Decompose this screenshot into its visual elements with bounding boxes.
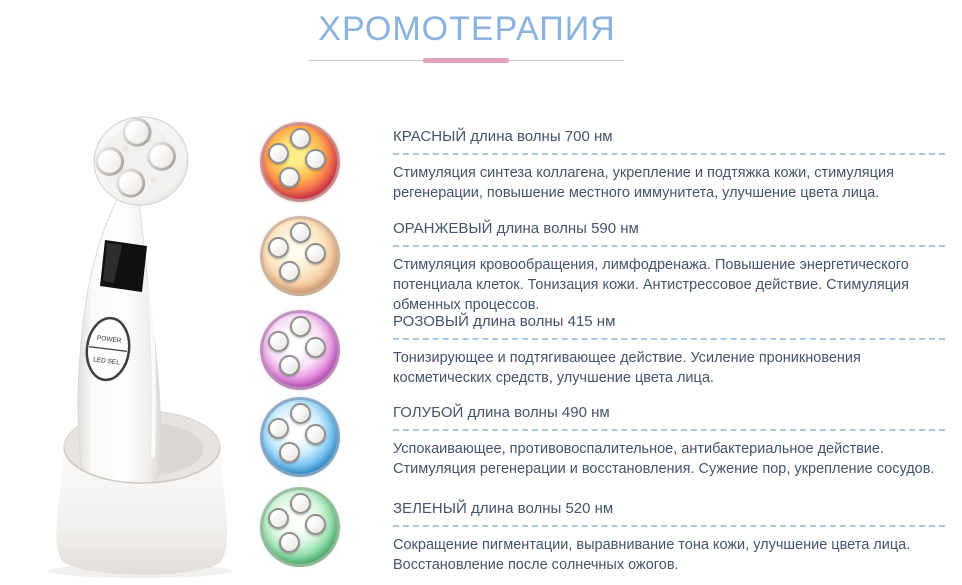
therapy-heading: ЗЕЛЕНЫЙ длина волны 520 нм	[393, 500, 614, 517]
therapy-description: Стимуляция синтеза коллагена, укрепление и подтяжка кожи, стимуляция регенерации, повышение местного иммунитета, улучшение цвета лица.	[393, 165, 894, 201]
electrode-bump	[305, 337, 326, 358]
therapy-section-blue	[393, 404, 945, 479]
therapy-description: Успокаивающее, противовоспалительное, антибактериальное действие. Стимуляция регенерации и восстановления. Сужение пор, укрепление сосудов.	[393, 441, 935, 477]
electrode-bump	[290, 403, 311, 424]
therapy-section-orange	[393, 220, 945, 315]
dashed-separator	[393, 525, 945, 527]
therapy-description: Стимуляция кровообращения, лимфодренажа. Повышение энергетического потенциала клеток. Тонизация кожи. Антистрессовое действие. Стимуляция обменных процессов.	[393, 257, 909, 313]
title-divider-accent	[423, 58, 509, 63]
electrode-bump	[268, 508, 289, 529]
therapy-heading: РОЗОВЫЙ длина волны 415 нм	[393, 313, 616, 330]
page-title: ХРОМОТЕРАПИЯ	[318, 10, 616, 48]
electrode-bump	[290, 128, 311, 149]
dashed-separator	[393, 245, 945, 247]
led-circle-red	[260, 122, 340, 202]
electrode-bump	[290, 493, 311, 514]
electrode-bump	[268, 331, 289, 352]
therapy-section-pink	[393, 313, 945, 388]
therapy-heading: ГОЛУБОЙ длина волны 490 нм	[393, 404, 610, 421]
dashed-separator	[393, 429, 945, 431]
title-divider	[308, 60, 624, 61]
electrode-bump	[268, 143, 289, 164]
electrode-bump	[279, 442, 300, 463]
electrode-bump	[279, 261, 300, 282]
therapy-description: Тонизирующее и подтягивающее действие. Усиление проникновения косметических средств, улучшение цвета лица.	[393, 350, 861, 386]
led-circle-orange	[260, 216, 340, 296]
therapy-heading: КРАСНЫЙ длина волны 700 нм	[393, 128, 613, 145]
dashed-separator	[393, 153, 945, 155]
device-head	[87, 110, 195, 213]
electrode-bump	[305, 514, 326, 535]
therapy-section-green	[393, 500, 945, 575]
page-header	[0, 10, 934, 48]
led-circle-green	[260, 487, 340, 567]
electrode-bump	[305, 424, 326, 445]
dashed-separator	[393, 338, 945, 340]
electrode-bump	[305, 243, 326, 264]
electrode-bump	[268, 237, 289, 258]
led-circle-blue	[260, 397, 340, 477]
power-button-label: POWER	[96, 334, 122, 345]
therapy-section-red	[393, 128, 945, 203]
electrode-bump	[279, 532, 300, 553]
electrode-bump	[279, 167, 300, 188]
therapy-description: Сокращение пигментации, выравнивание тона кожи, улучшение цвета лица. Восстановление после солнечных ожогов.	[393, 537, 911, 573]
electrode-bump	[290, 222, 311, 243]
led-circle-pink	[260, 310, 340, 390]
device-photo	[10, 76, 260, 585]
therapy-heading: ОРАНЖЕВЫЙ длина волны 590 нм	[393, 220, 639, 237]
led-select-button-label: LED SEL	[92, 356, 121, 367]
electrode-bump	[279, 355, 300, 376]
electrode-bump	[305, 149, 326, 170]
electrode-bump	[268, 418, 289, 439]
electrode-bump	[290, 316, 311, 337]
